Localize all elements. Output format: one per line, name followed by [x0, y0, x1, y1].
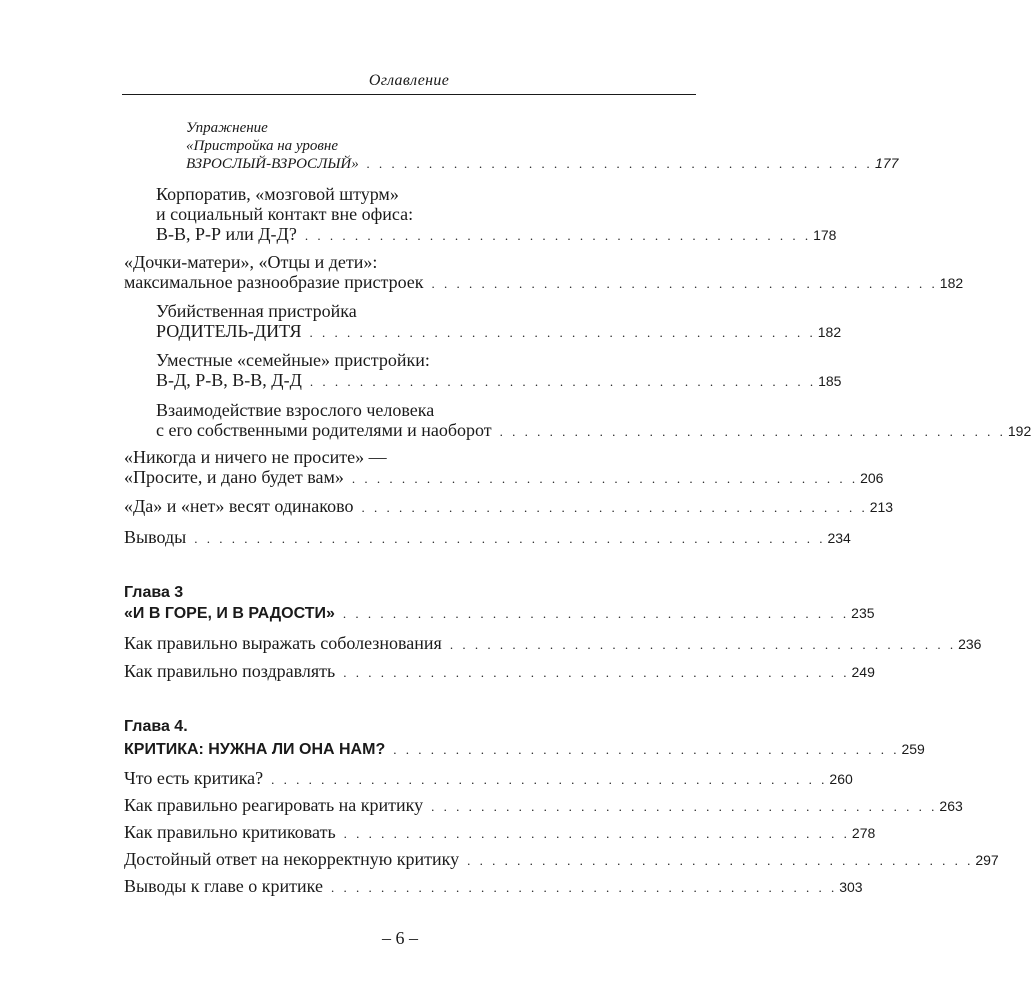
toc-entry-line[interactable] — [124, 848, 999, 872]
toc-entry-text: Что есть критика? — [124, 768, 264, 788]
chapter-title: «И В ГОРЕ, И В РАДОСТИ» — [124, 605, 335, 622]
page-number: 303 — [839, 879, 863, 895]
leader-dots: . . . . . . . . . . . . . . . . . . . . . . . . . . . . . . . . . . . . . . . . . — [449, 637, 957, 652]
page-number: 177 — [875, 155, 899, 171]
toc-entry-line[interactable] — [124, 526, 851, 550]
page-number: 235 — [851, 605, 875, 621]
toc-entry-text: и социальный контакт вне офиса: — [156, 204, 414, 224]
toc-entry-text: В-В, Р-Р или Д-Д? — [156, 224, 297, 244]
toc-entry-text: ВЗРОСЛЫЙ-ВЗРОСЛЫЙ» — [186, 156, 359, 172]
page-number: 236 — [958, 636, 982, 652]
leader-dots: . . . . . . . . . . . . . . . . . . . . . . . . . . . . . . . . . . . . . . . . . — [431, 276, 938, 291]
toc-entry-text: максимальное разнообразие пристроек — [124, 272, 424, 292]
page-number: 259 — [901, 741, 925, 757]
leader-dots: . . . . . . . . . . . . . . . . . . . . . . . . . . . . . . . . . . . . . . . . . — [467, 853, 974, 868]
toc-entry-line[interactable] — [124, 821, 876, 845]
page-number: 263 — [939, 798, 963, 814]
toc-entry-text: Убийственная пристройка — [156, 301, 357, 321]
toc-entry-line[interactable] — [124, 767, 853, 791]
toc-entry-line[interactable] — [156, 419, 1031, 443]
toc-entry-line[interactable] — [124, 738, 925, 761]
page-folio: – 6 – — [382, 928, 418, 948]
running-head: Оглавление — [368, 72, 450, 89]
chapter-title: КРИТИКА: НУЖНА ЛИ ОНА НАМ? — [124, 741, 386, 758]
leader-dots: . . . . . . . . . . . . . . . . . . . . . . . . . . . . . . . . . . . . . . . . . — [366, 156, 874, 171]
leader-dots: . . . . . . . . . . . . . . . . . . . . . . . . . . . . . . . . . . . . . . . . . — [343, 826, 850, 841]
leader-dots: . . . . . . . . . . . . . . . . . . . . . . . . . . . . . . . . . . . . . . . . . — [309, 374, 817, 389]
chapter-label: Глава 4. — [124, 718, 188, 735]
toc-entry-line[interactable] — [124, 271, 964, 295]
toc-entry-text: Уместные «семейные» пристройки: — [156, 350, 430, 370]
toc-entry-text: Выводы к главе о критике — [124, 876, 323, 896]
leader-dots: . . . . . . . . . . . . . . . . . . . . . . . . . . . . . . . . . . . . . . . . . — [309, 325, 816, 340]
toc-entry-text: Как правильно критиковать — [124, 822, 336, 842]
leader-dots: . . . . . . . . . . . . . . . . . . . . . . . . . . . . . . . . . . . . . . . . . — [304, 228, 812, 243]
toc-entry-text: Упражнение — [186, 120, 268, 136]
toc-entry-text: «Да» и «нет» весят одинаково — [124, 496, 354, 516]
toc-entry-text: Взаимодействие взрослого человека — [156, 400, 435, 420]
toc-entry-line[interactable] — [124, 794, 963, 818]
toc-entry-text: Достойный ответ на некорректную критику — [124, 849, 460, 869]
page-number: 182 — [817, 324, 842, 340]
leader-dots: . . . . . . . . . . . . . . . . . . . . . . . . . . . . . . . . . . . . . . . . . — [499, 424, 1006, 439]
toc-entry-text: Корпоратив, «мозговой штурм» — [156, 184, 399, 204]
toc-entry-text: Как правильно реагировать на критику — [124, 795, 424, 815]
toc-entry-text: Выводы — [124, 527, 187, 547]
leader-dots: . . . . . . . . . . . . . . . . . . . . . . . . . . . . . . . . . . . . . . . . . — [343, 665, 850, 680]
page-number: 249 — [851, 664, 875, 680]
toc-entry-text: В-Д, Р-В, В-В, Д-Д — [156, 370, 302, 390]
page-number: 178 — [813, 227, 837, 243]
page-number: 185 — [818, 373, 842, 389]
leader-dots: . . . . . . . . . . . . . . . . . . . . . . . . . . . . . . . . . . . . . . . . . — [393, 742, 900, 757]
page-number: 213 — [869, 499, 894, 515]
toc-entry-text: РОДИТЕЛЬ-ДИТЯ — [156, 321, 302, 341]
toc-entry-line[interactable] — [124, 602, 875, 625]
toc-entry-line[interactable] — [156, 223, 837, 247]
page-number: 182 — [939, 275, 964, 291]
toc-entry-line[interactable] — [124, 466, 884, 490]
leader-dots: . . . . . . . . . . . . . . . . . . . . . . . . . . . . . . . . . . . . . . . . . — [351, 471, 859, 486]
leader-dots: . . . . . . . . . . . . . . . . . . . . . . . . . . . . . . . . . . . . . . . . . — [330, 880, 838, 895]
page-number: 260 — [829, 771, 853, 787]
leader-dots: . . . . . . . . . . . . . . . . . . . . . . . . . . . . . . . . . . . . . . . . . . . . . — [271, 772, 828, 787]
leader-dots: . . . . . . . . . . . . . . . . . . . . . . . . . . . . . . . . . . . . . . . . . — [342, 606, 850, 621]
toc-entry-line[interactable] — [124, 660, 875, 684]
leader-dots: . . . . . . . . . . . . . . . . . . . . . . . . . . . . . . . . . . . . . . . . . . . . . . . . . . . — [194, 531, 826, 546]
toc-entry-text: «Пристройка на уровне — [186, 138, 338, 154]
toc-entry-text: «Дочки-матери», «Отцы и дети»: — [124, 252, 378, 272]
toc-entry-line[interactable] — [124, 875, 863, 899]
leader-dots: . . . . . . . . . . . . . . . . . . . . . . . . . . . . . . . . . . . . . . . . . — [431, 799, 938, 814]
page-number: 234 — [827, 530, 851, 546]
header-rule — [122, 94, 696, 95]
toc-entry-line[interactable] — [156, 320, 842, 344]
toc-entry-line[interactable] — [124, 632, 982, 656]
toc-entry-line[interactable] — [156, 369, 842, 393]
toc-entry-text: Как правильно выражать соболезнования — [124, 633, 442, 653]
chapter-label: Глава 3 — [124, 584, 184, 601]
toc-entry-text: «Просите, и дано будет вам» — [124, 467, 344, 487]
toc-entry-text: Как правильно поздравлять — [124, 661, 336, 681]
leader-dots: . . . . . . . . . . . . . . . . . . . . . . . . . . . . . . . . . . . . . . . . . — [361, 500, 868, 515]
page-number: 192 — [1007, 423, 1031, 439]
toc-entry-line[interactable] — [124, 495, 894, 519]
toc-entry-line[interactable] — [186, 152, 899, 175]
page-number: 297 — [975, 852, 999, 868]
page-number: 206 — [860, 470, 884, 486]
toc-entry-text: с его собственными родителями и наоборот — [156, 420, 492, 440]
toc-entry-text: «Никогда и ничего не просите» — — [124, 447, 387, 467]
page-number: 278 — [851, 825, 876, 841]
